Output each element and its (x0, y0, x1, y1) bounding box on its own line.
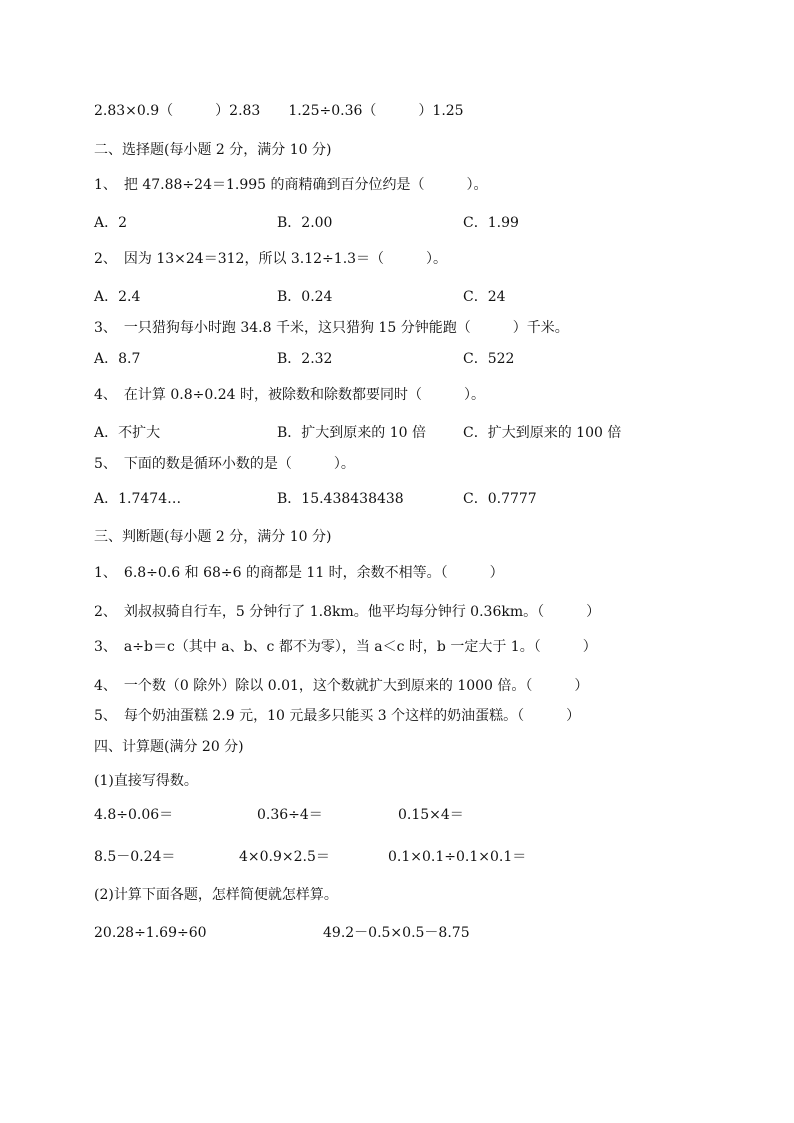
option-c: C．24 (463, 289, 506, 305)
question-stem: 5、 下面的数是循环小数的是（ ）。 (94, 456, 355, 472)
option-a: A．2 (94, 215, 128, 231)
calc-item: 8.5－0.24＝ (94, 849, 176, 865)
option-c: C．1.99 (463, 215, 519, 231)
calc-item: 20.28÷1.69÷60 (94, 925, 207, 941)
option-a: A．2.4 (94, 289, 141, 305)
question-stem: 1、 把 47.88÷24＝1.995 的商精确到百分位约是（ ）。 (94, 177, 488, 193)
section-heading-calc: 四、计算题(满分 20 分) (94, 739, 244, 755)
judge-item: 4、 一个数（0 除外）除以 0.01，这个数就扩大到原来的 1000 倍。（ ） (94, 678, 589, 694)
option-b: B．15.438438438 (277, 491, 404, 507)
question-stem: 3、 一只猎狗每小时跑 34.8 千米，这只猎狗 15 分钟能跑（ ）千米。 (94, 320, 569, 336)
option-a: A．8.7 (94, 351, 141, 367)
question-stem: 2、 因为 13×24＝312，所以 3.12÷1.3＝（ ）。 (94, 251, 448, 267)
calc-item: 4×0.9×2.5＝ (239, 849, 330, 865)
section-heading-judge: 三、判断题(每小题 2 分，满分 10 分) (94, 529, 332, 545)
option-c: C．扩大到原来的 100 倍 (463, 425, 622, 441)
option-b: B．2.00 (277, 215, 333, 231)
option-c: C．522 (463, 351, 515, 367)
option-b: B．扩大到原来的 10 倍 (277, 425, 427, 441)
calc-item: 0.1×0.1÷0.1×0.1＝ (388, 849, 527, 865)
calc-item: 49.2－0.5×0.5－8.75 (323, 925, 470, 941)
calc-item: 4.8÷0.06＝ (94, 807, 174, 823)
question-stem: 4、 在计算 0.8÷0.24 时，被除数和除数都要同时（ ）。 (94, 387, 485, 403)
section-heading-choice: 二、选择题(每小题 2 分，满分 10 分) (94, 142, 332, 158)
judge-item: 2、 刘叔叔骑自行车，5 分钟行了 1.8km。他平均每分钟行 0.36km。（ ） (94, 604, 601, 620)
option-c: C．0.7777 (463, 491, 537, 507)
calc-part2-title: (2)计算下面各题，怎样简便就怎样算。 (94, 887, 338, 903)
judge-item: 5、 每个奶油蛋糕 2.9 元，10 元最多只能买 3 个这样的奶油蛋糕。（ ） (94, 708, 581, 724)
calc-part1-title: (1)直接写得数。 (94, 773, 198, 789)
compare-line: 2.83×0.9（ ）2.83 1.25÷0.36（ ）1.25 (94, 103, 464, 119)
judge-item: 1、 6.8÷0.6 和 68÷6 的商都是 11 时，余数不相等。（ ） (94, 565, 504, 581)
calc-item: 0.36÷4＝ (257, 807, 323, 823)
option-b: B．2.32 (277, 351, 333, 367)
judge-item: 3、 a÷b＝c（其中 a、b、c 都不为零），当 a＜c 时，b 一定大于 1。（ ） (94, 639, 597, 655)
calc-item: 0.15×4＝ (398, 807, 464, 823)
option-a: A．1.7474… (94, 491, 182, 507)
option-b: B．0.24 (277, 289, 333, 305)
option-a: A．不扩大 (94, 425, 161, 441)
